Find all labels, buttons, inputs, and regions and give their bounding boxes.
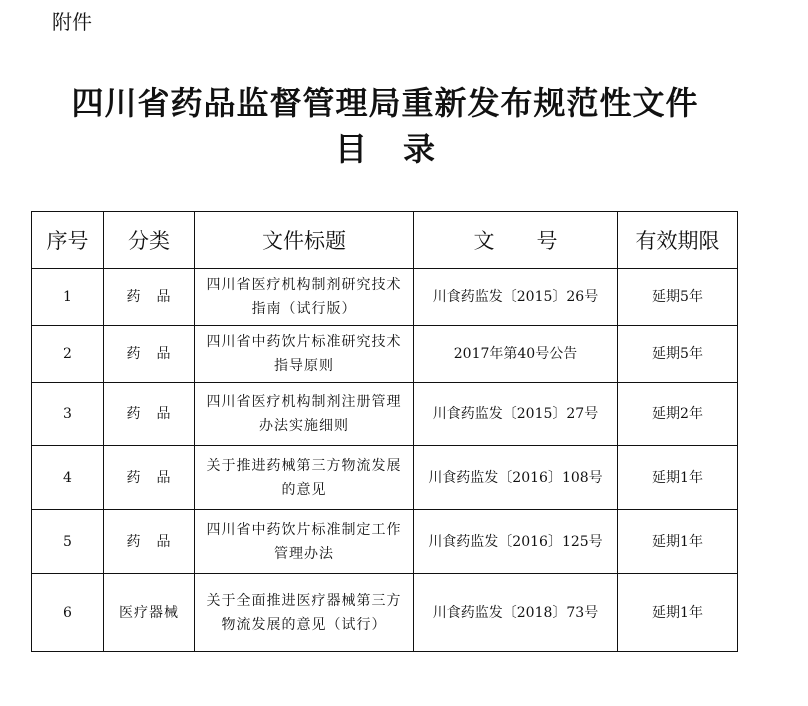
row-validity: 延期1年: [618, 446, 738, 510]
row-category: 药 品: [104, 510, 195, 574]
documents-table: [31, 211, 738, 652]
row-number: 3: [32, 383, 104, 446]
row-doc-number: 川食药监发〔2016〕125号: [414, 510, 618, 574]
table-header-row: [32, 212, 738, 269]
row-title: 四川省医疗机构制剂注册管理办法实施细则: [195, 383, 414, 446]
row-category: 医疗器械: [104, 574, 195, 652]
subtitle-char-1: 目: [334, 130, 367, 168]
row-category: 药 品: [104, 446, 195, 510]
table-row: [32, 446, 738, 510]
row-validity: 延期1年: [618, 510, 738, 574]
row-validity: 延期5年: [618, 269, 738, 326]
table-row: [32, 269, 738, 326]
header-title: 文件标题: [195, 212, 414, 269]
row-doc-number: 川食药监发〔2015〕26号: [414, 269, 618, 326]
row-category: 药 品: [104, 326, 195, 383]
row-doc-number: 2017年第40号公告: [414, 326, 618, 383]
table-row: [32, 574, 738, 652]
attachment-label: 附件: [52, 10, 92, 34]
table-row: [32, 326, 738, 383]
subtitle-char-2: 录: [403, 130, 436, 168]
row-title: 关于全面推进医疗器械第三方物流发展的意见（试行）: [195, 574, 414, 652]
row-title: 四川省医疗机构制剂研究技术指南（试行版）: [195, 269, 414, 326]
row-validity: 延期1年: [618, 574, 738, 652]
row-doc-number: 川食药监发〔2015〕27号: [414, 383, 618, 446]
page-subtitle: [0, 128, 770, 170]
header-number: 序号: [32, 212, 104, 269]
row-number: 5: [32, 510, 104, 574]
row-doc-number: 川食药监发〔2016〕108号: [414, 446, 618, 510]
row-doc-number: 川食药监发〔2018〕73号: [414, 574, 618, 652]
header-category: 分类: [104, 212, 195, 269]
header-doc-number: 文 号: [414, 212, 618, 269]
table-row: [32, 383, 738, 446]
row-validity: 延期5年: [618, 326, 738, 383]
table-row: [32, 510, 738, 574]
row-number: 4: [32, 446, 104, 510]
row-number: 1: [32, 269, 104, 326]
row-validity: 延期2年: [618, 383, 738, 446]
header-validity: 有效期限: [618, 212, 738, 269]
row-number: 2: [32, 326, 104, 383]
row-title: 四川省中药饮片标准研究技术指导原则: [195, 326, 414, 383]
row-title: 四川省中药饮片标准制定工作管理办法: [195, 510, 414, 574]
page-title: 四川省药品监督管理局重新发布规范性文件: [71, 84, 699, 122]
row-category: 药 品: [104, 383, 195, 446]
row-number: 6: [32, 574, 104, 652]
row-title: 关于推进药械第三方物流发展的意见: [195, 446, 414, 510]
row-category: 药 品: [104, 269, 195, 326]
